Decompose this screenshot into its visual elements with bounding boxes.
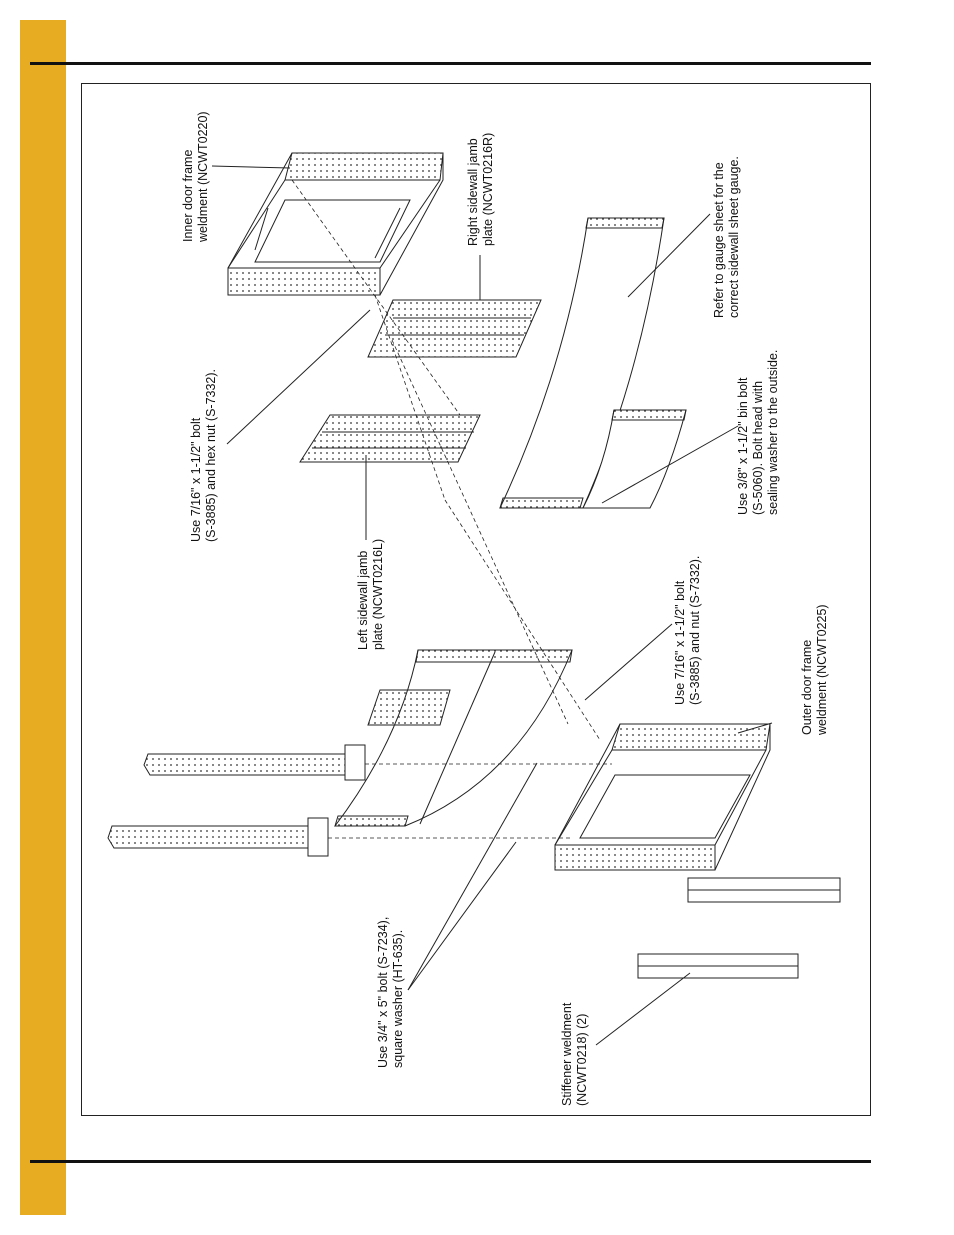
callout-line: Use 7/16" x 1-1/2" bolt: [673, 580, 687, 705]
callout-line: (S-5060). Bolt head with: [751, 380, 765, 515]
callout-inner-door-frame: [181, 111, 211, 242]
callout-line: Use 3/4" x 5" bolt (S-7234),: [376, 916, 390, 1068]
callout-bolt-hex-nut: [189, 369, 219, 542]
callout-stiffener-weldment: [560, 1003, 590, 1106]
callout-line: Left sidewall jamb: [356, 550, 370, 650]
vertical-stiffener-part: [108, 745, 365, 856]
callout-bin-bolt: [736, 350, 781, 515]
inner-door-frame-part: [228, 153, 443, 295]
callout-line: (S-3885) and hex nut (S-7332).: [204, 368, 218, 542]
right-jamb-plate-part: [368, 300, 541, 357]
callout-line: (NCWT0218) (2): [575, 1013, 589, 1106]
callout-line: plate (NCWT0216L): [371, 538, 385, 650]
callout-line: Stiffener weldment: [560, 1002, 574, 1106]
callout-outer-door-frame: [800, 604, 830, 735]
callout-line: plate (NCWT0216R): [481, 132, 495, 246]
stiffener-weldment-part: [638, 878, 840, 978]
callout-line: (S-3885) and nut (S-7332).: [688, 555, 702, 705]
callout-right-jamb-plate: [466, 133, 496, 246]
callout-gauge-sheet: [712, 156, 742, 318]
lower-sidewall-sheet-part: [335, 650, 572, 826]
left-jamb-plate-part: [300, 415, 480, 462]
callout-line: Inner door frame: [181, 149, 195, 242]
callout-line: correct sidewall sheet gauge.: [727, 156, 741, 318]
callout-bolt-nut: [673, 556, 703, 705]
callout-line: Use 7/16" x 1-1/2" bolt: [189, 417, 203, 542]
outer-door-frame-part: [555, 724, 770, 870]
callout-square-washer: [376, 917, 406, 1068]
callout-left-jamb-plate: [356, 539, 386, 650]
callout-line: Refer to gauge sheet for the: [712, 162, 726, 318]
callout-line: weldment (NCWT0225): [815, 604, 829, 735]
callout-line: sealing washer to the outside.: [766, 349, 780, 515]
sidewall-sheets-part: [500, 218, 686, 508]
callout-line: Right sidewall jamb: [466, 138, 480, 246]
callout-line: square washer (HT-635).: [391, 929, 405, 1068]
callout-line: Use 3/8" x 1-1/2" bin bolt: [736, 377, 750, 515]
callout-line: Outer door frame: [800, 639, 814, 735]
callout-line: weldment (NCWT0220): [196, 111, 210, 242]
